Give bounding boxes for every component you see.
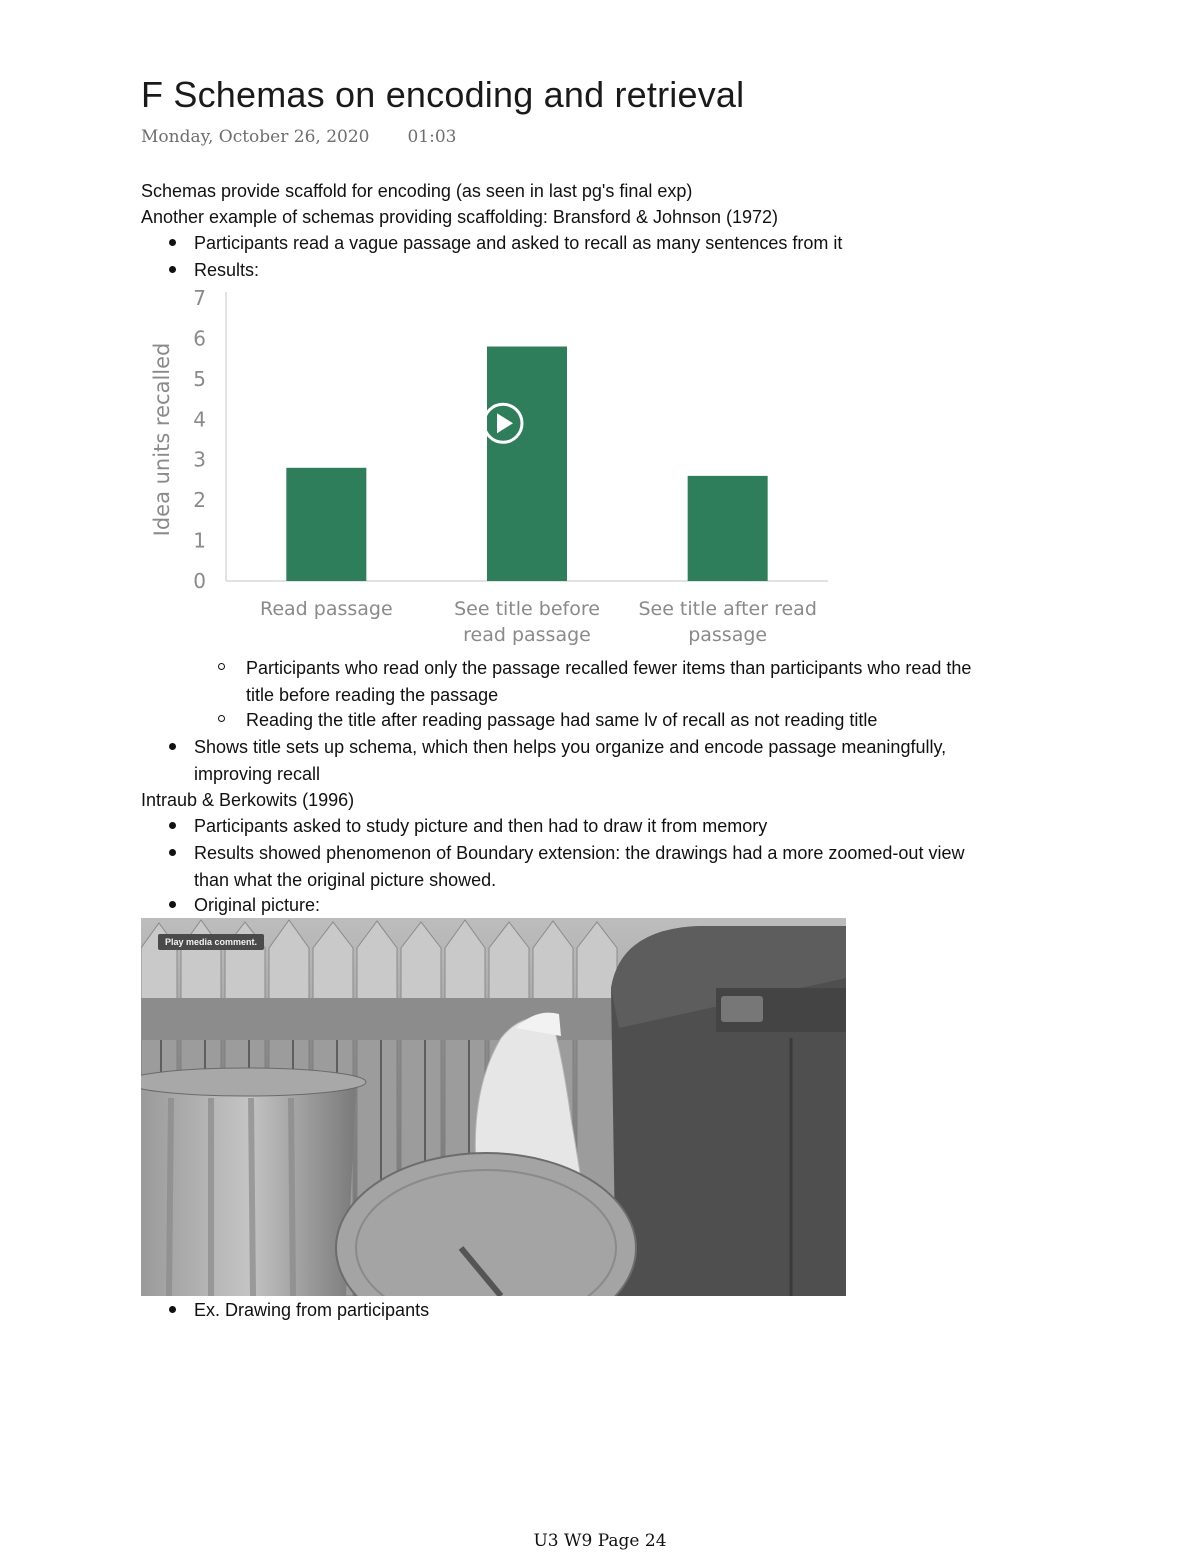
text-line: Intraub & Berkowits (1996) [141,790,355,810]
bar [688,476,768,581]
y-axis-label: Idea units recalled [150,342,174,537]
list-item: Results showed phenomenon of Boundary extension: the drawings had a more zoomed-out view [194,840,964,866]
bar-chart [140,282,840,652]
x-tick-label: read passage [463,624,591,646]
list-item: Shows title sets up schema, which then helps you organize and encode passage meaningfully, [194,734,946,760]
text-line: Schemas provide scaffold for encoding (as seen in last pg's final exp) [141,181,693,201]
page-meta [141,127,456,147]
page-time: 01:03 [407,127,457,147]
bar [286,468,366,581]
y-tick-label: 5 [193,366,206,391]
original-picture [141,918,846,1296]
bar [487,347,567,581]
list-item-continuation: improving recall [194,764,321,784]
y-tick-label: 7 [193,286,206,310]
list-item: Ex. Drawing from participants [194,1297,429,1323]
list-item: Participants read a vague passage and asked to recall as many sentences from it [194,230,842,256]
y-tick-label: 1 [193,528,206,553]
list-item-continuation: than what the original picture showed. [194,870,497,890]
sub-list-item: Reading the title after reading passage had same lv of recall as not reading title [246,707,877,733]
sub-list-item-continuation: title before reading the passage [246,685,499,705]
x-tick-label: See title before [454,598,600,620]
list-item: Results: [194,257,259,283]
x-tick-label: See title after read [638,598,817,620]
sub-list-item: Participants who read only the passage recalled fewer items than participants who read the [246,655,971,681]
x-tick-label: Read passage [259,598,393,620]
text-line: Another example of schemas providing scaffolding: Bransford & Johnson (1972) [141,207,779,227]
play-media-comment-button[interactable]: Play media comment. [158,934,264,950]
x-tick-label: passage [688,624,768,646]
page-date: Monday, October 26, 2020 [141,127,370,147]
y-tick-label: 4 [193,407,206,432]
page-footer: U3 W9 Page 24 [533,1531,667,1551]
y-tick-label: 6 [193,326,206,351]
y-tick-label: 2 [193,488,206,513]
list-item: Participants asked to study picture and then had to draw it from memory [194,813,767,839]
y-tick-label: 0 [193,569,206,593]
page-title: F Schemas on encoding and retrieval [141,74,745,115]
y-tick-label: 3 [193,447,206,472]
list-item: Original picture: [194,892,320,918]
